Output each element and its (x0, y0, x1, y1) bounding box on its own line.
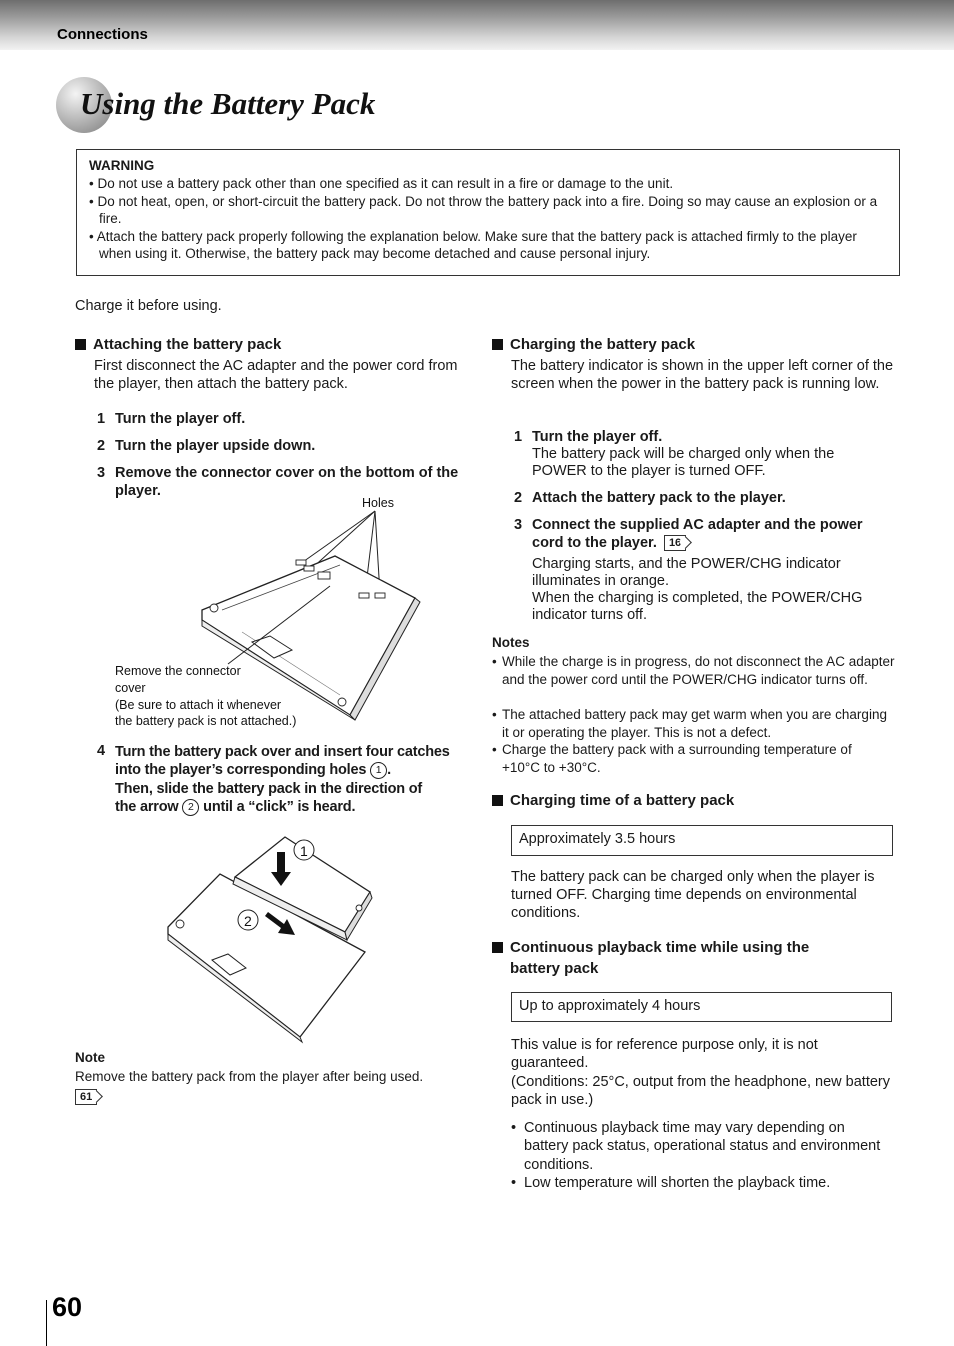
charging-note (492, 653, 902, 688)
page-ref-61[interactable]: 61 (75, 1089, 97, 1105)
attaching-lead: First disconnect the AC adapter and the power cord from the player, then attach the battery pack. (94, 358, 458, 392)
step-number: 2 (97, 438, 106, 454)
playback-heading (492, 937, 809, 979)
charging-note-text: While the charge is in progress, do not disconnect the AC adapter and the power cord until the POWER/CHG indicator turns off. (502, 654, 895, 687)
charging-step-2 (514, 490, 786, 508)
playback-heading-line1: Continuous playback time while using the (510, 939, 810, 956)
charge-time-box: Approximately 3.5 hours (511, 825, 893, 856)
attaching-heading-text: Attaching the battery pack (93, 336, 282, 353)
note-text: Remove the battery pack from the player after being used. (75, 1069, 424, 1084)
cover-label-4: the battery pack is not attached.) (115, 714, 297, 728)
charging-note (492, 706, 892, 741)
note-ref[interactable] (75, 1088, 97, 1106)
square-bullet-icon (75, 339, 86, 350)
step4-line2: into the player’s corresponding holes (115, 762, 367, 779)
playback-bullet-text: Low temperature will shorten the playback time. (524, 1175, 831, 1191)
cover-label-1: Remove the connector (115, 664, 241, 678)
charging-heading-text: Charging the battery pack (510, 336, 696, 353)
page-number: 60 (52, 1292, 83, 1322)
playback-heading-text (510, 937, 809, 979)
step-number: 1 (97, 411, 106, 427)
bullet-dot: • (511, 1120, 517, 1136)
charge-time-heading-text: Charging time of a battery pack (510, 792, 735, 809)
square-bullet-icon (492, 339, 503, 350)
marker-one: 1 (300, 843, 308, 859)
attaching-step-1 (97, 411, 245, 429)
step4-line4-end: until a “click” is heard. (203, 798, 356, 815)
charging-step-3-body-1: Charging starts, and the POWER/CHG indicator illuminates in orange. (532, 556, 841, 589)
figure-player-underside (110, 490, 430, 730)
charging-step-1-body: The battery pack will be charged only when the POWER to the player is turned OFF. (532, 446, 835, 479)
charging-heading (492, 334, 695, 355)
square-bullet-icon (492, 942, 503, 953)
charge-time-text: The battery pack can be charged only when the player is turned OFF. Charging time depends on environmental conditions. (511, 869, 875, 921)
circled-two-icon: 2 (182, 799, 199, 816)
playback-heading-line2: battery pack (510, 960, 599, 977)
intro-text: Charge it before using. (75, 298, 222, 314)
charging-note-text: Charge the battery pack with a surrounding temperature of +10°C to +30°C. (502, 742, 852, 775)
attaching-step-2 (97, 438, 315, 456)
charging-note (492, 741, 892, 776)
step-text: Turn the player off. (532, 429, 663, 445)
figure-battery-insert (150, 832, 390, 1047)
charge-time-heading (492, 790, 734, 811)
step-number: 3 (514, 517, 523, 533)
page-number-rule (46, 1300, 47, 1346)
bullet-dot: • (511, 1175, 517, 1191)
warning-item: • Attach the battery pack properly following the explanation below. Make sure that the battery pack is attached firmly to the player when using it. Otherwise, the battery pack may become detached and cause personal injury. (89, 228, 857, 261)
step-text: Turn the player upside down. (115, 438, 316, 454)
step-text (115, 743, 450, 816)
cover-label-3: (Be sure to attach it whenever (115, 698, 282, 712)
notes-title: Notes (492, 635, 530, 650)
step-text: Remove the connector cover on the bottom of the player. (115, 465, 459, 499)
warning-item: • Do not heat, open, or short-circuit the battery pack. Do not throw the battery pack into a fire. Doing so may cause an explosion or a fire. (89, 193, 878, 226)
holes-label: Holes (362, 496, 394, 510)
step4-line3: Then, slide the battery pack in the direction of (115, 780, 423, 797)
circled-one-icon: 1 (370, 762, 387, 779)
bullet-dot: • (492, 742, 497, 757)
step-text: Turn the player off. (115, 411, 246, 427)
warning-box (76, 149, 900, 276)
playback-bullet-text: Continuous playback time may vary depending on battery pack status, operational status and environment conditions. (524, 1120, 881, 1173)
warning-title: WARNING (89, 158, 155, 173)
playback-bullet (511, 1119, 891, 1174)
charging-step-3 (514, 517, 904, 552)
step4-line4: the arrow (115, 798, 179, 815)
step3-title-a: Connect the supplied AC adapter and the power (532, 517, 863, 533)
step4-line2-end: . (387, 762, 391, 779)
charging-step-1 (514, 429, 662, 447)
step-number: 1 (514, 429, 523, 445)
charging-note-text: The attached battery pack may get warm when you are charging it or operating the player. This is not a defect. (502, 707, 887, 740)
charging-step-3-body-2: When the charging is completed, the POWER/CHG indicator turns off. (532, 590, 863, 623)
step-number: 3 (97, 465, 106, 481)
cover-label-2: cover (115, 681, 146, 695)
attaching-step-4 (97, 743, 469, 816)
charging-lead: The battery indicator is shown in the upper left corner of the screen when the power in the battery pack is running low. (511, 358, 894, 392)
bullet-dot: • (492, 707, 497, 722)
step-number: 2 (514, 490, 523, 506)
step3-title-b: cord to the player. (532, 534, 657, 551)
playback-bullet (511, 1174, 891, 1192)
section-label: Connections (57, 26, 148, 43)
step-number: 4 (97, 743, 106, 759)
attaching-heading (75, 334, 281, 355)
step4-line1: Turn the battery pack over and insert four catches (115, 744, 450, 760)
step-text: Attach the battery pack to the player. (532, 490, 786, 506)
square-bullet-icon (492, 795, 503, 806)
bullet-dot: • (492, 654, 497, 669)
marker-two: 2 (244, 913, 252, 929)
playback-time-box: Up to approximately 4 hours (511, 992, 892, 1022)
playback-text-2: (Conditions: 25°C, output from the headphone, new battery pack in use.) (511, 1074, 891, 1108)
page-ref-16[interactable]: 16 (664, 535, 686, 551)
note-title: Note (75, 1050, 105, 1065)
step-text (532, 517, 863, 552)
page-title: Using the Battery Pack (80, 86, 376, 121)
playback-text-1: This value is for reference purpose only, it is not guaranteed. (511, 1037, 818, 1071)
warning-item: • Do not use a battery pack other than one specified as it can result in a fire or damage to the unit. (89, 176, 674, 191)
